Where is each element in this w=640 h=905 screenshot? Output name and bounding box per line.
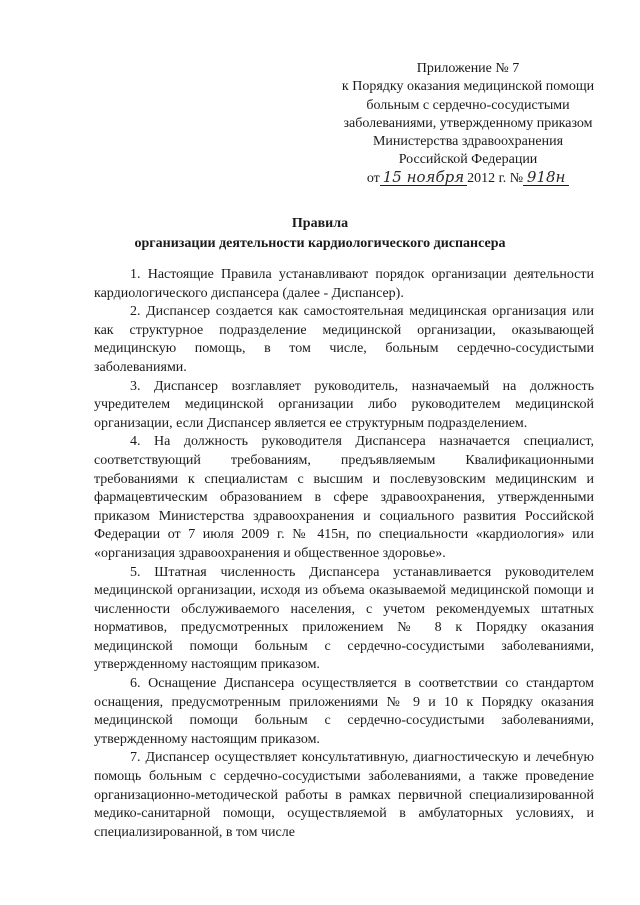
- title-line-2: организации деятельности кардиологического диспансера: [134, 236, 506, 251]
- date-prefix: от: [366, 170, 380, 186]
- handwritten-order-number: 918н: [523, 170, 569, 186]
- title-line-1: Правила: [291, 216, 349, 231]
- header-line: к Порядку оказания медицинской помощи: [341, 79, 595, 95]
- paragraph-2: 2. Диспансер создается как самостоятельная медицинская организация или как структурное подразделение медицинской организации, оказывающей медицинскую помощь, в том числе, больным сердечно-сосудистыми заболеваниями.: [94, 304, 594, 375]
- paragraph-3: 3. Диспансер возглавляет руководитель, назначаемый на должность учредителем медицинской организации либо руководителем медицинской организации, если Диспансер является ее структурным подразделением.: [94, 378, 594, 431]
- order-date-line: [318, 167, 618, 188]
- header-line: заболеваниями, утвержденному приказом: [343, 115, 593, 131]
- paragraph-4: 4. На должность руководителя Диспансера назначается специалист, соответствующий требованиям, предъявляемым Квалификационными требованиями к специалистам с высшим и послевузовским медицинским и фармацевтическим образованием в сфере здравоохранения, утвержденными приказом Министерства здравоохранения и социального развития Российской Федерации от 7 июля 2009 г. № 415н, по специальности «кардиология» или «организация здравоохранения и общественное здоровье».: [94, 434, 594, 561]
- paragraph-5: 5. Штатная численность Диспансера устанавливается руководителем медицинской организации, исходя из объема оказываемой медицинской помощи и численности обслуживаемого населения, с учетом рекомендуемых штатных нормативов, предусмотренных приложением № 8 к Порядку оказания медицинской помощи больным с сердечно-сосудистыми заболеваниями, утвержденному настоящим приказом.: [94, 564, 594, 673]
- handwritten-date: 15 ноября: [380, 170, 467, 186]
- header-line: Министерства здравоохранения: [372, 134, 564, 150]
- header-line: Российской Федерации: [398, 152, 538, 168]
- paragraph-1: 1. Настоящие Правила устанавливают порядок организации деятельности кардиологического диспансера (далее - Диспансер).: [94, 267, 594, 301]
- date-suffix: 2012 г. №: [467, 170, 524, 186]
- document-body: [94, 266, 594, 842]
- appendix-number: Приложение № 7: [416, 61, 520, 76]
- paragraph-6: 6. Оснащение Диспансера осуществляется в соответствии со стандартом оснащения, предусмотренным приложениями № 9 и 10 к Порядку оказания медицинской помощи больным с сердечно-сосудистыми заболеваниями, утвержденному настоящим приказом.: [94, 676, 594, 747]
- appendix-header: [318, 60, 618, 188]
- header-line: больным с сердечно-сосудистыми: [366, 97, 570, 113]
- paragraph-7: 7. Диспансер осуществляет консультативную, диагностическую и лечебную помощь больным с сердечно-сосудистыми заболеваниями, а также проведение организационно-методической работы в рамках первичной специализированной медико-санитарной помощи, осуществляемой в амбулаторных условиях, и специализированной, в том числе: [94, 750, 594, 840]
- document-title: [0, 214, 640, 254]
